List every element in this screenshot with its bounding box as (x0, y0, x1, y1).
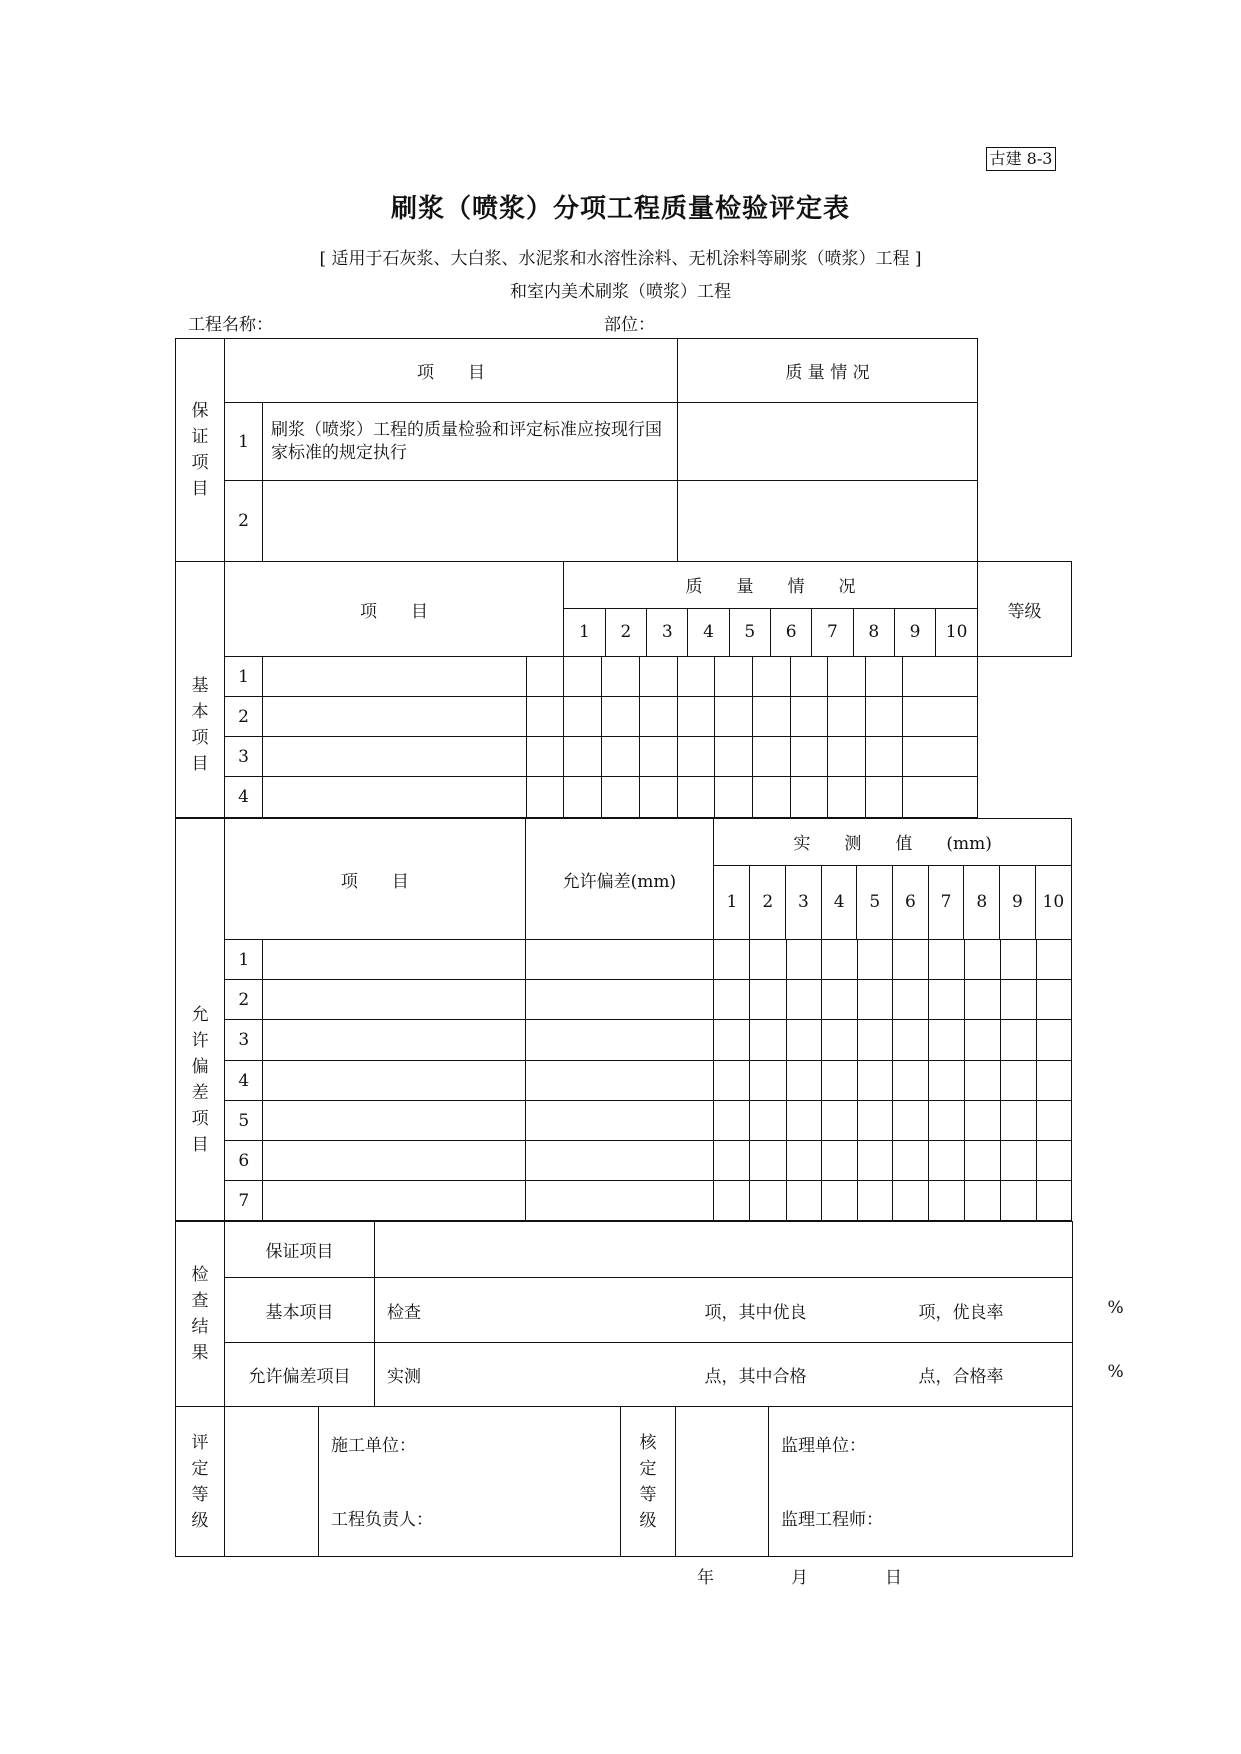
basic-row-quality-cell[interactable] (828, 657, 866, 697)
basic-row-quality-cell[interactable] (866, 657, 903, 697)
contractor-cell[interactable] (319, 1407, 621, 1557)
tolerance-row-measured-cell[interactable] (750, 1181, 786, 1221)
tolerance-section-label: 允许偏差项目 (176, 819, 225, 1221)
tolerance-row-measured-cell[interactable] (786, 940, 821, 980)
evaluation-section-label: 评定等级 (176, 1407, 225, 1557)
basic-row-quality-cell[interactable] (527, 737, 564, 777)
tolerance-row-measured-cell[interactable] (965, 1020, 1000, 1061)
tolerance-row-measured-cell[interactable] (1000, 1020, 1036, 1061)
basic-row-item[interactable] (263, 657, 527, 697)
basic-row-no: 4 (225, 777, 263, 818)
basic-row-quality-cell[interactable] (527, 697, 564, 737)
tolerance-row-no: 1 (225, 940, 263, 980)
tolerance-row-measured-cell[interactable] (714, 980, 750, 1020)
tolerance-measured-block (714, 819, 1072, 940)
basic-row-quality-cell[interactable] (828, 777, 866, 818)
basic-grade-header: 等级 (978, 562, 1072, 657)
tolerance-row-allowance[interactable] (525, 940, 714, 980)
evaluation-form (175, 338, 1072, 818)
tolerance-row-item[interactable] (263, 1141, 525, 1181)
tolerance-row-measured-cell[interactable] (786, 1101, 821, 1141)
basic-row-quality-cell[interactable] (678, 657, 715, 697)
basic-quality-col-number: 6 (770, 608, 811, 656)
tolerance-row-measured-cell[interactable] (965, 1141, 1000, 1181)
guarantee-section-label: 保证项目 (176, 339, 225, 562)
guarantee-row-no: 2 (225, 481, 263, 562)
basic-row-quality-cell[interactable] (753, 777, 791, 818)
project-name-label: 工程名称： (188, 315, 273, 335)
basic-quality-header: 质 量 情 况 (564, 562, 977, 608)
tolerance-col-number: 7 (928, 865, 964, 939)
tolerance-row-measured-cell[interactable] (857, 1020, 892, 1061)
tolerance-row-measured-cell[interactable] (714, 1101, 750, 1141)
basic-row-grade[interactable] (903, 777, 978, 818)
tolerance-row-measured-cell[interactable] (857, 1101, 892, 1141)
basic-row-quality-cell[interactable] (602, 737, 640, 777)
tolerance-row-measured-cell[interactable] (929, 1020, 965, 1061)
tolerance-row-measured-cell[interactable] (786, 1181, 821, 1221)
tolerance-row-measured-cell[interactable] (893, 980, 929, 1020)
basic-quality-col-number: 7 (812, 608, 853, 656)
guarantee-row-quality[interactable] (678, 481, 978, 562)
tolerance-row-measured-cell[interactable] (750, 1101, 786, 1141)
tolerance-table (175, 818, 1072, 1221)
tolerance-table-row (176, 1101, 1072, 1141)
tolerance-row-measured-cell[interactable] (857, 980, 892, 1020)
guarantee-quality-header: 质 量 情 况 (678, 339, 978, 403)
supervisor-engineer-label: 监理工程师： (781, 1510, 883, 1530)
tolerance-row-measured-cell[interactable] (1000, 980, 1036, 1020)
tolerance-row-item[interactable] (263, 980, 525, 1020)
basic-row-quality-cell[interactable] (678, 777, 715, 818)
tolerance-row-allowance[interactable] (525, 1061, 714, 1101)
tolerance-row-measured-cell[interactable] (750, 1061, 786, 1101)
basic-table-row (176, 777, 1072, 818)
tolerance-row-item[interactable] (263, 940, 525, 980)
tolerance-row-measured-cell[interactable] (714, 1181, 750, 1221)
tolerance-row-measured-cell[interactable] (714, 940, 750, 980)
basic-quality-col-number: 10 (936, 608, 977, 656)
tolerance-col-number: 6 (893, 865, 929, 939)
tolerance-row-measured-cell[interactable] (821, 1181, 857, 1221)
tolerance-table-row (176, 940, 1072, 980)
guarantee-row-no: 1 (225, 403, 263, 481)
tolerance-row-measured-cell[interactable] (786, 1141, 821, 1181)
tolerance-row-no: 5 (225, 1101, 263, 1141)
tolerance-row-allowance[interactable] (525, 1141, 714, 1181)
basic-table-row (176, 657, 1072, 697)
guarantee-row-quality[interactable] (678, 403, 978, 481)
tolerance-col-number: 9 (1000, 865, 1036, 939)
check-tolerance-text-0: 实测 (387, 1367, 421, 1387)
check-basic-text-1: 项，其中优良 (704, 1302, 807, 1323)
tolerance-row-measured-cell[interactable] (821, 980, 857, 1020)
basic-row-quality-cell[interactable] (866, 697, 903, 737)
tolerance-row-measured-cell[interactable] (857, 1181, 892, 1221)
tolerance-row-measured-cell[interactable] (1000, 940, 1036, 980)
check-tolerance-text-2: 点，合格率 (918, 1367, 1004, 1387)
tolerance-row-measured-cell[interactable] (929, 1061, 965, 1101)
basic-row-quality-cell[interactable] (866, 777, 903, 818)
tolerance-col-number: 4 (821, 865, 857, 939)
basic-quality-col-number: 5 (729, 608, 770, 656)
basic-row-quality-cell[interactable] (564, 657, 602, 697)
basic-row-grade[interactable] (903, 657, 978, 697)
tolerance-row-item[interactable] (263, 1101, 525, 1141)
tolerance-row-no: 2 (225, 980, 263, 1020)
tolerance-row-measured-cell[interactable] (821, 940, 857, 980)
tolerance-row-measured-cell[interactable] (965, 980, 1000, 1020)
tolerance-row-allowance[interactable] (525, 1020, 714, 1061)
tolerance-row-no: 3 (225, 1020, 263, 1061)
basic-row-quality-cell[interactable] (715, 777, 753, 818)
tolerance-row-measured-cell[interactable] (821, 1020, 857, 1061)
basic-row-quality-cell[interactable] (753, 737, 791, 777)
tolerance-col-number: 3 (786, 865, 822, 939)
tolerance-row-measured-cell[interactable] (821, 1141, 857, 1181)
basic-row-quality-cell[interactable] (640, 777, 678, 818)
tolerance-row-measured-cell[interactable] (929, 1101, 965, 1141)
tolerance-row-measured-cell[interactable] (929, 980, 965, 1020)
basic-quality-col-number: 8 (853, 608, 894, 656)
tolerance-table-row (176, 1141, 1072, 1181)
guarantee-row-text: 刷浆（喷浆）工程的质量检验和评定标准应按现行国家标准的规定执行 (263, 403, 678, 481)
tolerance-row-measured-cell[interactable] (893, 1141, 929, 1181)
tolerance-row-measured-cell[interactable] (714, 1141, 750, 1181)
basic-row-quality-cell[interactable] (640, 657, 678, 697)
tolerance-table-row (176, 1061, 1072, 1101)
basic-row-quality-cell[interactable] (678, 697, 715, 737)
tolerance-row-measured-cell[interactable] (857, 940, 892, 980)
tolerance-row-measured-cell[interactable] (857, 1061, 892, 1101)
tolerance-row-measured-cell[interactable] (1036, 1061, 1071, 1101)
basic-row-quality-cell[interactable] (791, 697, 828, 737)
tolerance-row-item[interactable] (263, 1020, 525, 1061)
check-tolerance-value[interactable]: 实测 点，其中合格 点，合格率 % (375, 1343, 1073, 1407)
guarantee-row-text[interactable] (263, 481, 678, 562)
basic-row-quality-cell[interactable] (564, 777, 602, 818)
basic-row-quality-cell[interactable] (791, 737, 828, 777)
basic-row-quality-cell[interactable] (640, 737, 678, 777)
tolerance-row-no: 4 (225, 1061, 263, 1101)
basic-row-quality-cell[interactable] (828, 737, 866, 777)
tolerance-col-number: 1 (714, 865, 750, 939)
basic-row-quality-cell[interactable] (602, 777, 640, 818)
form-code: 古建 8-3 (986, 147, 1056, 171)
tolerance-row-measured-cell[interactable] (1036, 980, 1071, 1020)
basic-quality-col-number: 2 (605, 608, 646, 656)
tolerance-row-no: 7 (225, 1181, 263, 1221)
check-tolerance-label: 允许偏差项目 (225, 1343, 375, 1407)
basic-row-quality-cell[interactable] (564, 737, 602, 777)
basic-row-quality-cell[interactable] (828, 697, 866, 737)
tolerance-row-measured-cell[interactable] (965, 940, 1000, 980)
supervisor-label: 监理单位： (781, 1436, 866, 1456)
tolerance-row-measured-cell[interactable] (929, 940, 965, 980)
basic-row-quality-cell[interactable] (715, 697, 753, 737)
tolerance-row-measured-cell[interactable] (786, 980, 821, 1020)
basic-row-quality-cell[interactable] (678, 737, 715, 777)
tolerance-row-measured-cell[interactable] (1036, 1101, 1071, 1141)
tolerance-row-measured-cell[interactable] (750, 1020, 786, 1061)
basic-row-quality-cell[interactable] (564, 697, 602, 737)
tolerance-table-row (176, 1020, 1072, 1061)
date-day-label: 日 (885, 1568, 902, 1588)
tolerance-col-number: 2 (750, 865, 786, 939)
basic-row-quality-cell[interactable] (866, 737, 903, 777)
basic-row-quality-cell[interactable] (715, 657, 753, 697)
check-basic-label: 基本项目 (225, 1278, 375, 1343)
verify-grade-value[interactable] (676, 1407, 769, 1557)
tolerance-row-measured-cell[interactable] (714, 1061, 750, 1101)
tolerance-col-number: 10 (1035, 865, 1071, 939)
check-tolerance-text-1: 点，其中合格 (704, 1367, 807, 1387)
basic-row-grade[interactable] (903, 737, 978, 777)
tolerance-row-measured-cell[interactable] (965, 1101, 1000, 1141)
basic-quality-block (564, 562, 978, 657)
basic-row-quality-cell[interactable] (791, 777, 828, 818)
basic-row-quality-cell[interactable] (791, 657, 828, 697)
basic-row-item[interactable] (263, 777, 527, 818)
tolerance-row-allowance[interactable] (525, 1181, 714, 1221)
location-label: 部位： (604, 315, 655, 335)
guarantee-item-header: 项 目 (225, 339, 678, 403)
basic-quality-col-number: 9 (894, 608, 935, 656)
tolerance-row-measured-cell[interactable] (929, 1141, 965, 1181)
basic-quality-col-number: 3 (647, 608, 688, 656)
basic-item-header: 项 目 (225, 562, 564, 657)
basic-table-row (176, 697, 1072, 737)
tolerance-table-row (176, 980, 1072, 1020)
tolerance-row-measured-cell[interactable] (1036, 1181, 1071, 1221)
tolerance-row-item[interactable] (263, 1061, 525, 1101)
tolerance-row-measured-cell[interactable] (750, 980, 786, 1020)
tolerance-col-number: 5 (857, 865, 893, 939)
tolerance-row-measured-cell[interactable] (893, 940, 929, 980)
tolerance-row-measured-cell[interactable] (1000, 1141, 1036, 1181)
tolerance-col-number: 8 (964, 865, 1000, 939)
check-guarantee-label: 保证项目 (225, 1222, 375, 1278)
tolerance-measured-header: 实 测 值 (mm) (714, 819, 1071, 865)
check-guarantee-value[interactable] (375, 1222, 1073, 1278)
tolerance-allow-header: 允许偏差(mm) (525, 819, 714, 940)
basic-row-grade[interactable] (903, 697, 978, 737)
tolerance-row-measured-cell[interactable] (893, 1020, 929, 1061)
tolerance-row-measured-cell[interactable] (1000, 1101, 1036, 1141)
tolerance-row-measured-cell[interactable] (893, 1061, 929, 1101)
date-year-label: 年 (697, 1568, 714, 1588)
tolerance-row-allowance[interactable] (525, 1101, 714, 1141)
basic-section-label: 基本项目 (176, 562, 225, 818)
tolerance-row-measured-cell[interactable] (1036, 940, 1071, 980)
tolerance-row-item[interactable] (263, 1181, 525, 1221)
tolerance-item-header: 项 目 (225, 819, 525, 940)
check-basic-value[interactable]: 检查 项，其中优良 项，优良率 % (375, 1278, 1073, 1343)
tolerance-row-measured-cell[interactable] (750, 1141, 786, 1181)
evaluation-table (175, 1406, 1073, 1557)
basic-row-no: 3 (225, 737, 263, 777)
tolerance-row-measured-cell[interactable] (821, 1061, 857, 1101)
subtitle-scope-2: 和室内美术刷浆（喷浆）工程 (510, 282, 731, 302)
tolerance-row-measured-cell[interactable] (1036, 1020, 1071, 1061)
basic-row-quality-cell[interactable] (640, 697, 678, 737)
subtitle-scope: [ 适用于石灰浆、大白浆、水泥浆和水溶性涂料、无机涂料等刷浆（喷浆）工程 ] (319, 249, 922, 269)
tolerance-row-measured-cell[interactable] (965, 1181, 1000, 1221)
basic-row-quality-cell[interactable] (527, 777, 564, 818)
check-results-table (175, 1221, 1124, 1407)
basic-row-quality-cell[interactable] (527, 657, 564, 697)
date-month-label: 月 (791, 1568, 808, 1588)
tolerance-row-measured-cell[interactable] (929, 1181, 965, 1221)
tolerance-row-measured-cell[interactable] (857, 1141, 892, 1181)
basic-row-item[interactable] (263, 737, 527, 777)
tolerance-row-measured-cell[interactable] (893, 1181, 929, 1221)
basic-row-quality-cell[interactable] (602, 697, 640, 737)
basic-quality-col-number: 4 (688, 608, 729, 656)
basic-row-quality-cell[interactable] (715, 737, 753, 777)
tolerance-row-measured-cell[interactable] (1036, 1141, 1071, 1181)
check-basic-text-0: 检查 (387, 1302, 421, 1323)
verify-grade-label: 核定等级 (621, 1407, 676, 1557)
evaluation-grade-value[interactable] (225, 1407, 319, 1557)
tolerance-row-measured-cell[interactable] (965, 1061, 1000, 1101)
basic-row-quality-cell[interactable] (753, 657, 791, 697)
tolerance-row-measured-cell[interactable] (750, 940, 786, 980)
tolerance-row-measured-cell[interactable] (893, 1101, 929, 1141)
tolerance-row-no: 6 (225, 1141, 263, 1181)
tolerance-row-allowance[interactable] (525, 980, 714, 1020)
tolerance-row-measured-cell[interactable] (786, 1020, 821, 1061)
tolerance-row-measured-cell[interactable] (714, 1020, 750, 1061)
basic-row-item[interactable] (263, 697, 527, 737)
check-basic-text-2: 项，优良率 (918, 1302, 1004, 1323)
basic-row-no: 2 (225, 697, 263, 737)
tolerance-row-measured-cell[interactable] (1000, 1061, 1036, 1101)
check-section-label: 检查结果 (176, 1222, 225, 1407)
page-title: 刷浆（喷浆）分项工程质量检验评定表 (390, 194, 850, 224)
basic-row-quality-cell[interactable] (602, 657, 640, 697)
tolerance-table-row (176, 1181, 1072, 1221)
tolerance-row-measured-cell[interactable] (821, 1101, 857, 1141)
basic-table-row (176, 737, 1072, 777)
supervisor-cell[interactable] (769, 1407, 1073, 1557)
basic-row-no: 1 (225, 657, 263, 697)
basic-row-quality-cell[interactable] (753, 697, 791, 737)
contractor-label: 施工单位： (331, 1436, 416, 1456)
contractor-lead-label: 工程负责人： (331, 1510, 433, 1530)
tolerance-row-measured-cell[interactable] (786, 1061, 821, 1101)
tolerance-row-measured-cell[interactable] (1000, 1181, 1036, 1221)
basic-quality-col-number: 1 (564, 608, 605, 656)
